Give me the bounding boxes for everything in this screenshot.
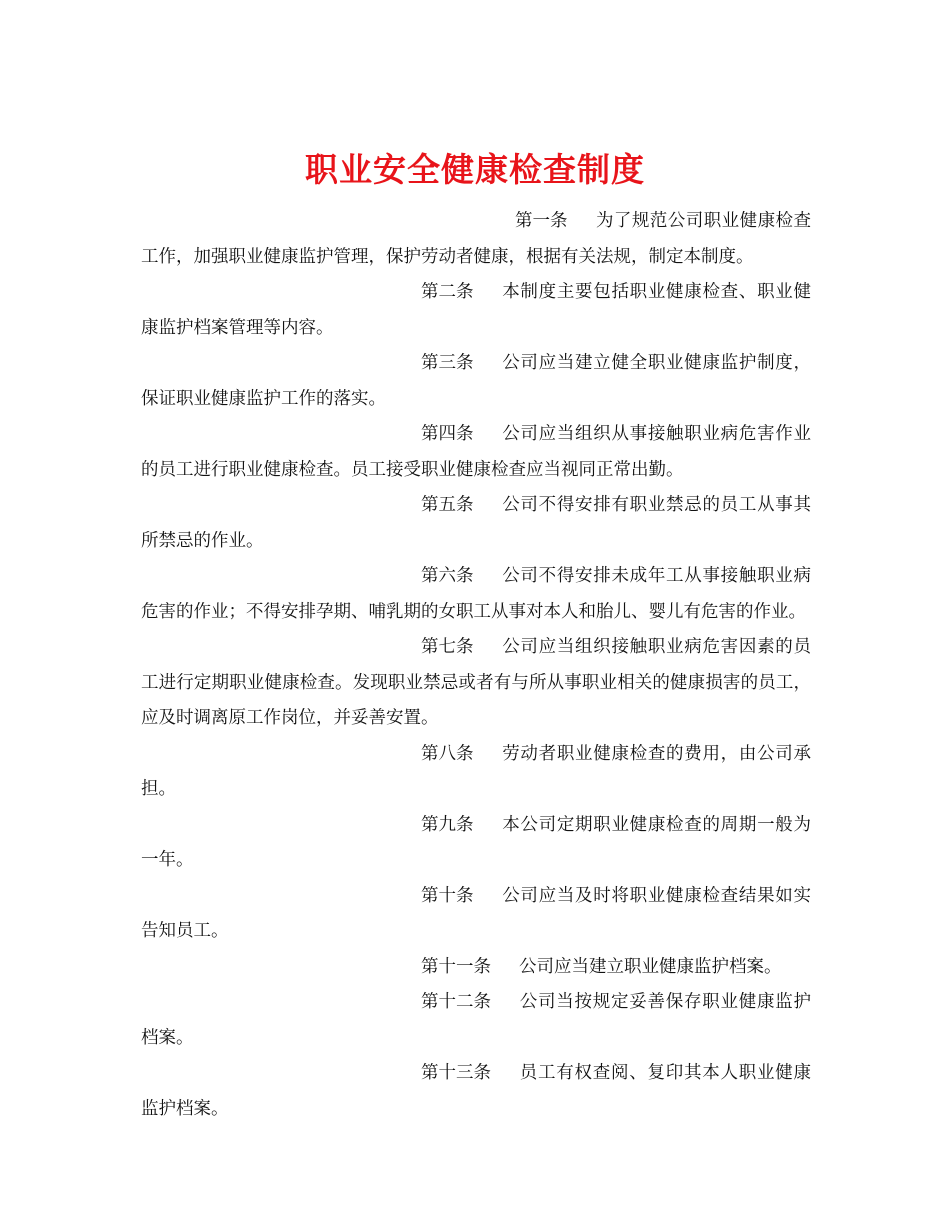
article-6 (141, 559, 811, 630)
article-number: 第十三条 (421, 1063, 491, 1083)
article-number: 第十一条 (421, 956, 491, 977)
article-12 (141, 985, 811, 1056)
article-number: 第三条 (421, 353, 474, 373)
article-number: 第二条 (421, 282, 474, 302)
article-text: 本制度主要包括职业健康检查、职业健康监护档案管理等内容。 (141, 282, 811, 338)
article-text: 公司当按规定妥善保存职业健康监护档案。 (141, 992, 811, 1048)
article-7 (141, 630, 811, 737)
article-number: 第六条 (421, 566, 474, 586)
document-title: 职业安全健康检查制度 (305, 150, 645, 190)
article-10 (141, 879, 811, 950)
article-number: 第十条 (421, 885, 474, 906)
article-text: 为了规范公司职业健康检查工作，加强职业健康监护管理，保护劳动者健康，根据有关法规，制定本制度。 (141, 211, 811, 267)
article-4 (141, 417, 811, 488)
article-11 (141, 950, 811, 986)
article-text: 本公司定期职业健康检查的周期一般为一年。 (141, 814, 811, 870)
article-number: 第七条 (421, 637, 474, 657)
article-text: 公司应当及时将职业健康检查结果如实告知员工。 (141, 885, 811, 941)
article-text: 员工有权查阅、复印其本人职业健康监护档案。 (141, 1063, 811, 1119)
article-number: 第一条 (515, 211, 568, 231)
article-9 (141, 808, 811, 879)
article-text: 公司应当建立职业健康监护档案。 (519, 956, 782, 977)
article-list (141, 204, 811, 1127)
article-1 (141, 204, 811, 275)
article-number: 第九条 (421, 814, 474, 835)
article-number: 第八条 (421, 743, 474, 764)
article-text: 公司应当组织从事接触职业病危害作业的员工进行职业健康检查。员工接受职业健康检查应当视同正常出勤。 (141, 424, 811, 480)
article-number: 第四条 (421, 424, 474, 444)
article-3 (141, 346, 811, 417)
article-text: 劳动者职业健康检查的费用，由公司承担。 (141, 743, 811, 799)
article-number: 第十二条 (421, 992, 491, 1012)
article-text: 公司应当组织接触职业病危害因素的员工进行定期职业健康检查。发现职业禁忌或者有与所从事职业相关的健康损害的员工，应及时调离原工作岗位，并妥善安置。 (141, 637, 811, 728)
article-5 (141, 488, 811, 559)
article-8 (141, 737, 811, 808)
article-text: 公司不得安排未成年工从事接触职业病危害的作业；不得安排孕期、哺乳期的女职工从事对本人和胎儿、婴儿有危害的作业。 (141, 566, 811, 622)
article-2 (141, 275, 811, 346)
article-text: 公司应当建立健全职业健康监护制度，保证职业健康监护工作的落实。 (141, 353, 811, 409)
article-text: 公司不得安排有职业禁忌的员工从事其所禁忌的作业。 (141, 495, 811, 551)
article-number: 第五条 (421, 495, 474, 515)
article-13 (141, 1056, 811, 1127)
